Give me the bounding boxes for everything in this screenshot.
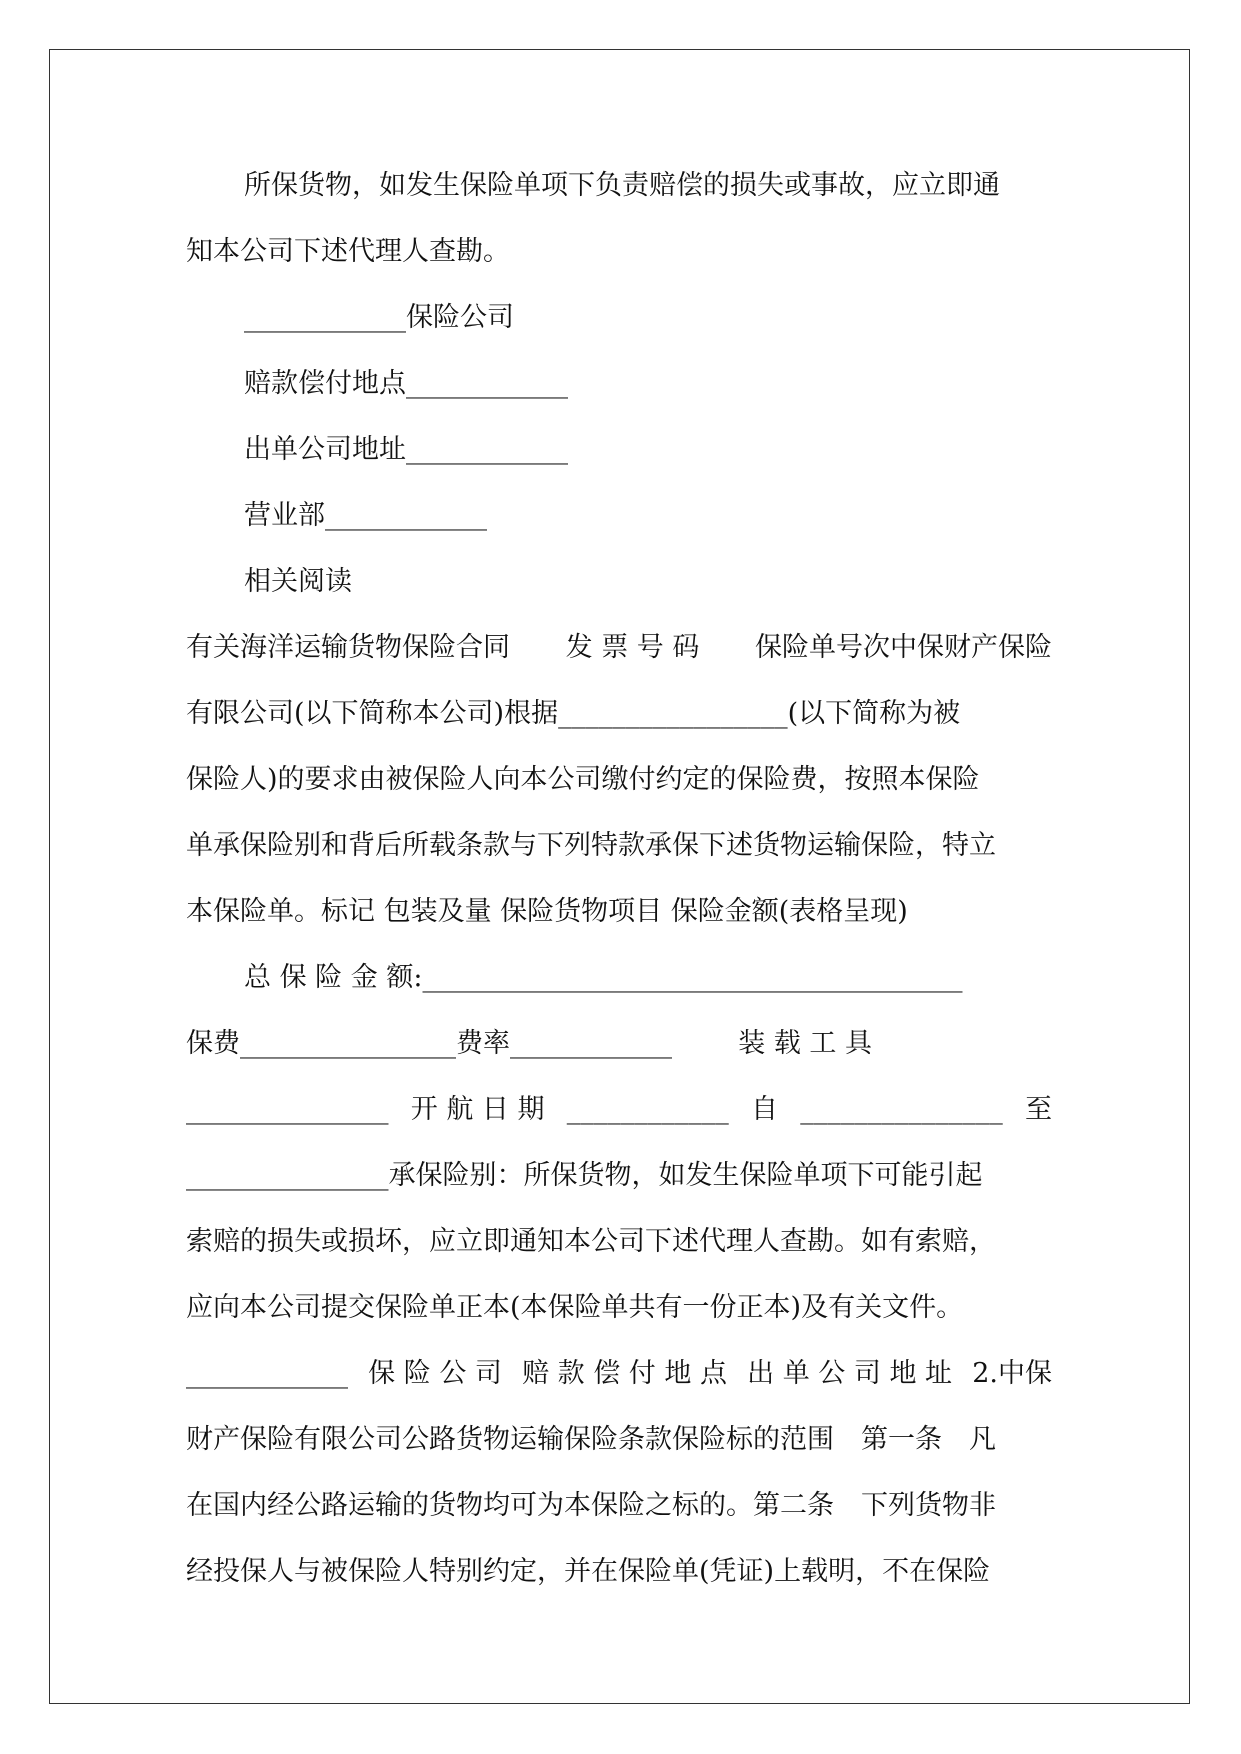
related-line: 财产保险有限公司公路货物运输保险条款保险标的范围 第一条 凡 [186,1424,996,1455]
related-line: 有限公司(以下简称本公司)根据_________________(以下简称为被 [186,698,961,729]
related-line: 在国内经公路运输的货物均可为本保险之标的。第二条 下列货物非 [186,1490,996,1521]
conveyance-label: 装 载 工 具 [738,1028,872,1059]
contract-title: 有关海洋运输货物保险合同 [186,632,510,663]
insurer-label-2: 保 险 公 司 [368,1358,502,1389]
premium-label: 保费 [186,1028,240,1059]
from-blank: _______________ [800,1094,1003,1125]
related-line: _______________承保险别：所保货物，如发生保险单项下可能引起 [186,1160,983,1191]
related-line: 经投保人与被保险人特别约定，并在保险单(凭证)上载明，不在保险 [186,1556,991,1587]
to-label: 至 [1025,1094,1052,1125]
paragraph-line: 知本公司下述代理人查勘。 [186,236,510,267]
total-amount-label: 总 保 险 金 额: [244,962,423,993]
insurer-blank-2: ____________ [186,1358,348,1389]
premium-line [186,1024,1052,1064]
related-line: 本保险单。标记 包装及量 保险货物项目 保险金额(表格呈现) [186,896,908,927]
related-line: 索赔的损失或损坏，应立即通知本公司下述代理人查勘。如有索赔， [186,1226,996,1257]
payment-place-line [244,364,1052,404]
sailing-date-blank: ____________ [566,1094,729,1125]
payment-place-label-2: 赔 款 偿 付 地 点 [522,1358,727,1389]
insurer-label: 保险公司 [406,302,514,333]
issuer-address-blank: ____________ [406,434,568,465]
related-line: 保险人)的要求由被保险人向本公司缴付约定的保险费，按照本保险 [186,764,980,795]
related-line: 单承保险别和背后所载条款与下列特款承保下述货物运输保险，特立 [186,830,996,861]
payment-place-blank: ____________ [406,368,568,399]
business-dept-line [244,496,1052,536]
insurer-info-line [186,1354,1052,1394]
paragraph-line: 所保货物，如发生保险单项下负责赔偿的损失或事故，应立即通 [244,170,1000,201]
from-label: 自 [751,1094,778,1125]
business-dept-label: 营业部 [244,500,325,531]
related-line [186,628,1052,668]
section-number: 2.中保 [972,1358,1052,1389]
insurer-blank: ____________ [244,302,406,333]
rate-label: 费率 [456,1028,510,1059]
total-amount-blank: ________________________________________ [422,962,963,993]
business-dept-blank: ____________ [325,500,487,531]
total-amount-line [244,958,1052,998]
issuer-address-label: 出单公司地址 [244,434,406,465]
payment-place-label: 赔款偿付地点 [244,368,406,399]
issuer-address-line [244,430,1052,470]
conveyance-blank: _______________ [186,1094,389,1125]
related-line: 应向本公司提交保险单正本(本保险单共有一份正本)及有关文件。 [186,1292,964,1323]
issuer-address-label-2: 出 单 公 司 地 址 [747,1358,953,1389]
invoice-number-label: 发 票 号 码 [565,632,700,663]
sailing-date-line [186,1090,1052,1130]
rate-blank: ____________ [510,1028,672,1059]
policy-number-text: 保险单号次中保财产保险 [755,632,1052,663]
sailing-date-label: 开 航 日 期 [410,1094,545,1125]
premium-blank: ________________ [240,1028,456,1059]
related-reading-heading: 相关阅读 [244,566,352,597]
insurer-line [244,298,1052,338]
